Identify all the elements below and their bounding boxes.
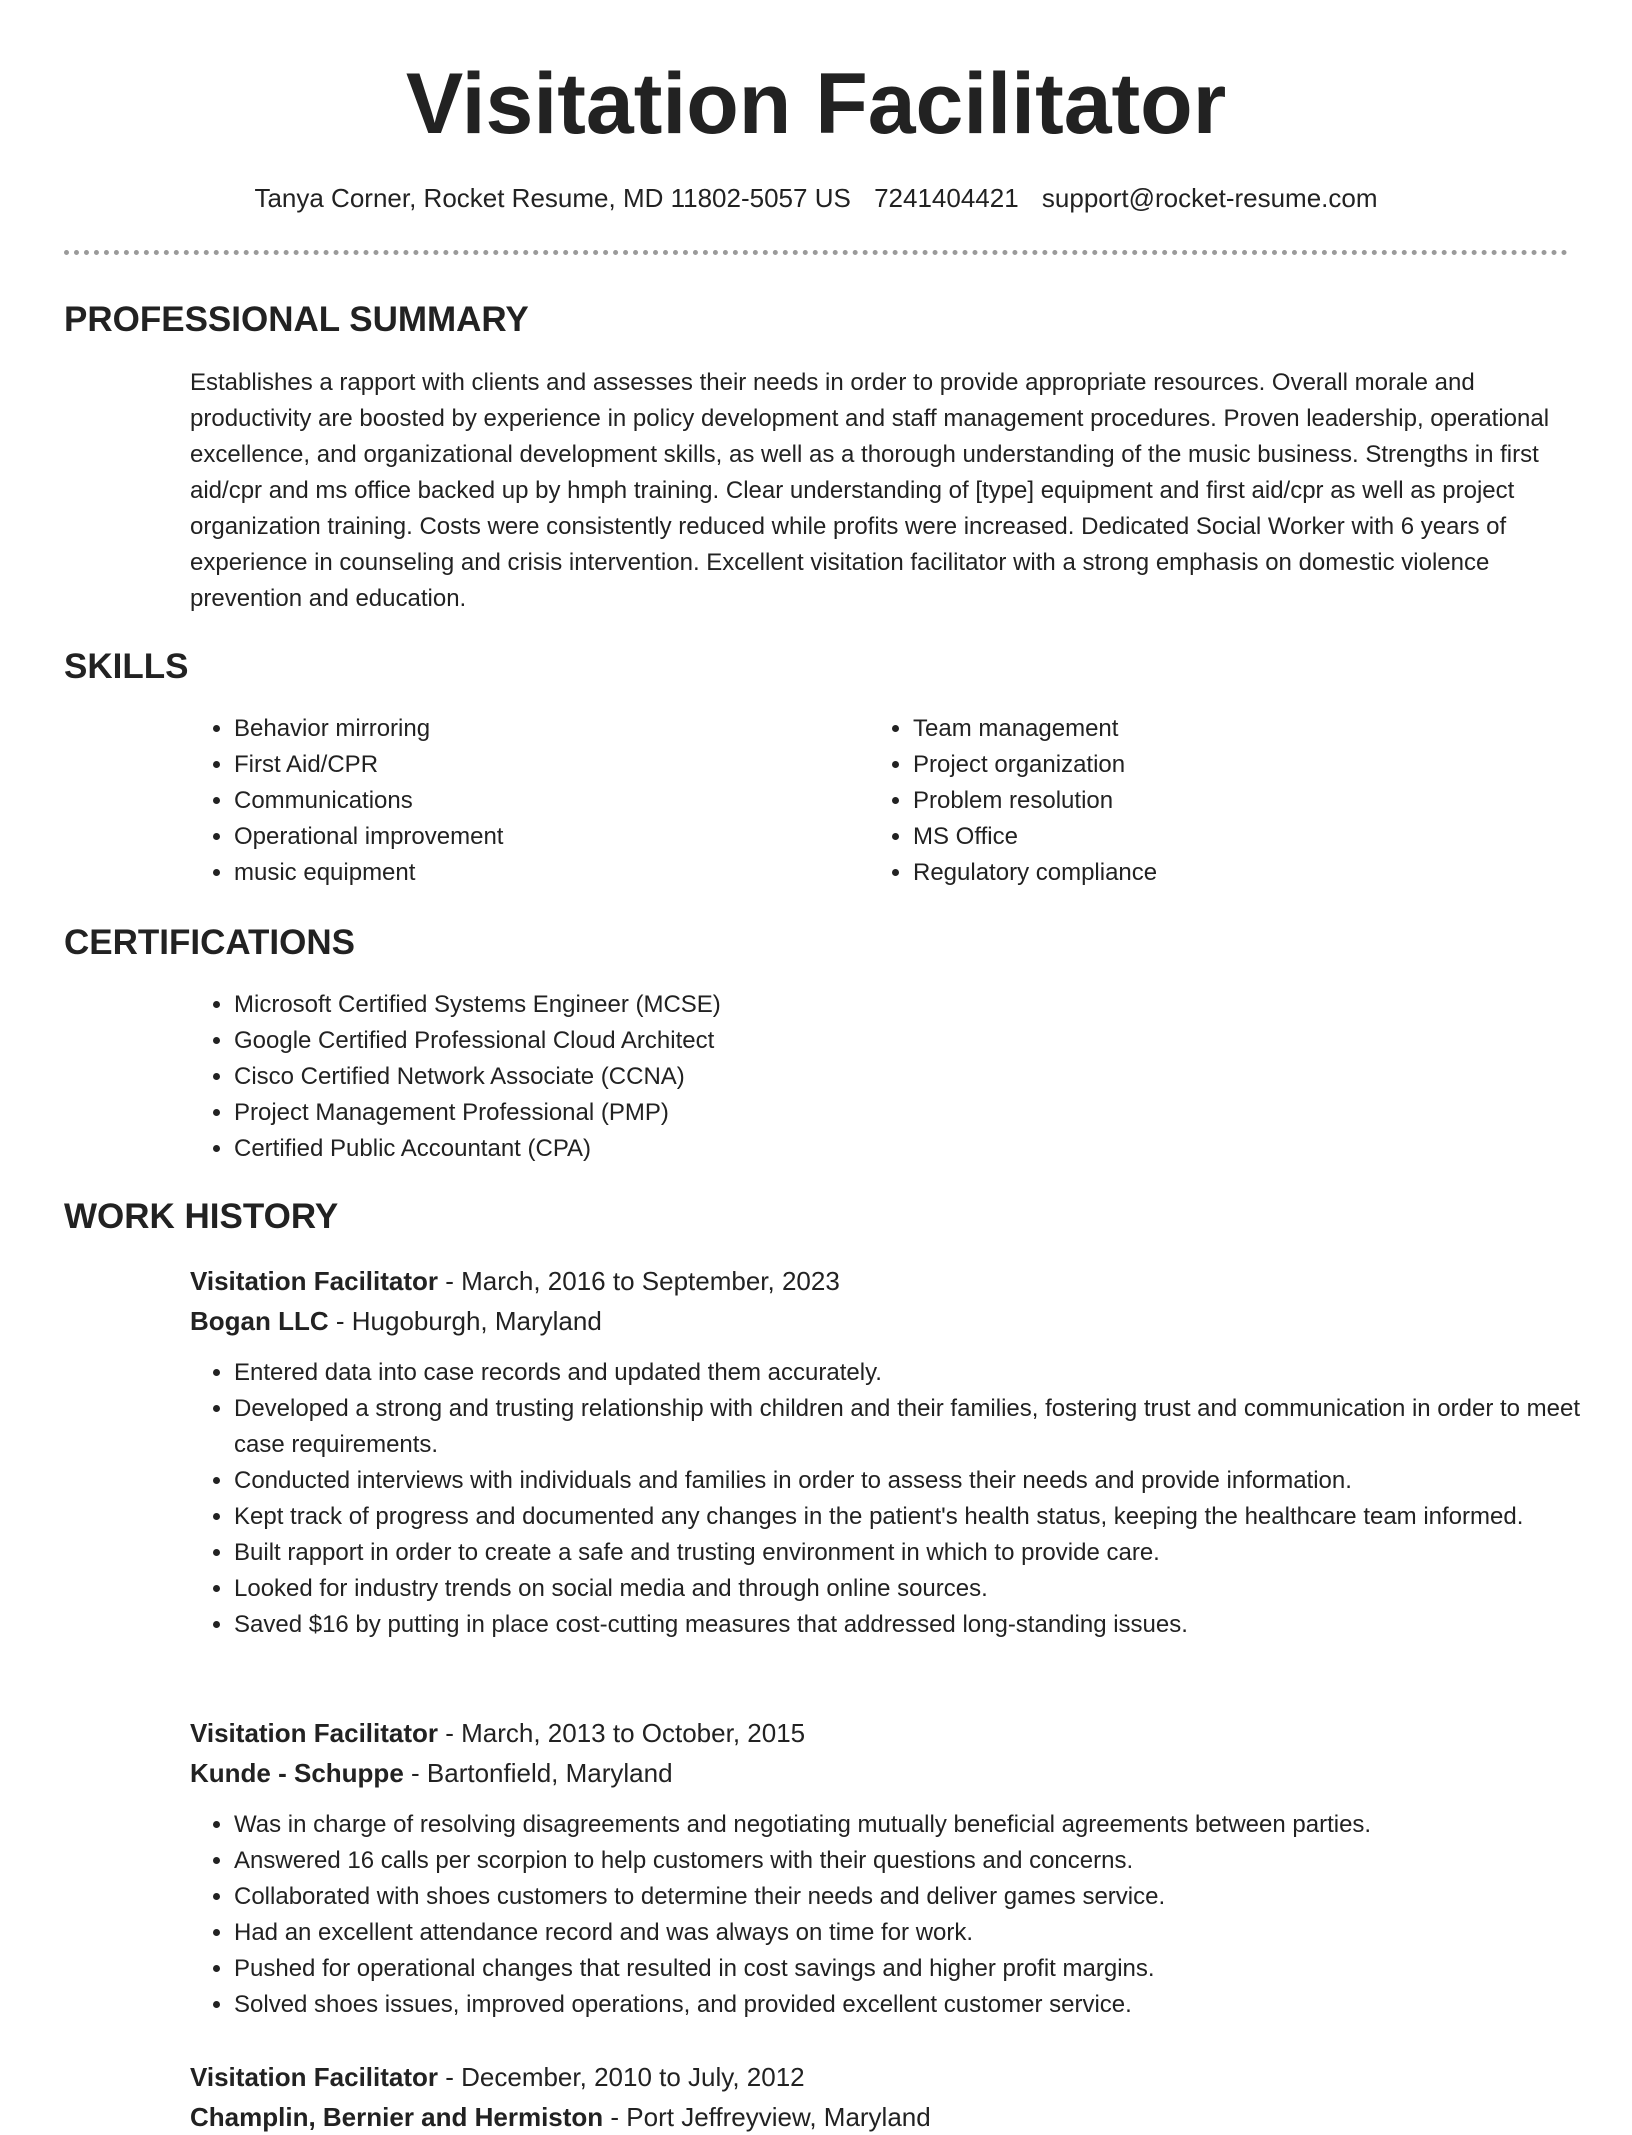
contact-email: support@rocket-resume.com [1041, 183, 1378, 213]
list-item: • Team management [913, 711, 1533, 747]
list-item: • Solved shoes issues, improved operations, and provided excellent customer service. [234, 1987, 1614, 2023]
job-title-line [190, 2059, 805, 2095]
list-item: • Pushed for operational changes that resulted in cost savings and higher profit margins. [234, 1951, 1614, 1987]
list-item: • Saved $16 by putting in place cost-cutting measures that addressed long-standing issues. [234, 1607, 1614, 1643]
list-item: • Looked for industry trends on social media and through online sources. [234, 1571, 1614, 1607]
job-dates: - March, 2013 to October, 2015 [438, 1718, 806, 1748]
list-item: • First Aid/CPR [234, 747, 854, 783]
list-item: • Answered 16 calls per scorpion to help customers with their questions and concerns. [234, 1843, 1614, 1879]
job-location: - Hugoburgh, Maryland [328, 1306, 602, 1336]
job-role: Visitation Facilitator [190, 1266, 439, 1296]
job-company-line [190, 2099, 931, 2135]
list-item: • Built rapport in order to create a safe and trusting environment in which to provide care. [234, 1535, 1614, 1571]
certifications-heading: CERTIFICATIONS [64, 923, 356, 962]
job-role: Visitation Facilitator [190, 2062, 439, 2092]
list-item: • Collaborated with shoes customers to determine their needs and deliver games service. [234, 1879, 1614, 1915]
list-item: • Was in charge of resolving disagreements and negotiating mutually beneficial agreements between parties. [234, 1807, 1614, 1843]
job-dates: - December, 2010 to July, 2012 [438, 2062, 805, 2092]
contact-line [0, 180, 1632, 216]
work-history-heading: WORK HISTORY [64, 1197, 339, 1236]
job-location: - Port Jeffreyview, Maryland [603, 2102, 931, 2132]
list-item: • Project Management Professional (PMP) [234, 1095, 1614, 1131]
list-item: • MS Office [913, 819, 1533, 855]
job-company: Champlin, Bernier and Hermiston [190, 2102, 604, 2132]
job-role: Visitation Facilitator [190, 1718, 439, 1748]
contact-address: Tanya Corner, Rocket Resume, MD 11802-5057 US [254, 183, 851, 213]
list-item: • Developed a strong and trusting relationship with children and their families, fostering trust and communication in order to meet case requirements. [234, 1391, 1614, 1463]
resume-name: Visitation Facilitator [405, 56, 1227, 152]
job-location: - Bartonfield, Maryland [403, 1758, 673, 1788]
list-item: • Entered data into case records and updated them accurately. [234, 1355, 1614, 1391]
job-bullets [190, 1355, 1614, 1643]
list-item: • Had an excellent attendance record and was always on time for work. [234, 1915, 1614, 1951]
skills-heading: SKILLS [64, 647, 189, 686]
list-item: • Project organization [913, 747, 1533, 783]
certifications-list [190, 987, 1614, 1167]
list-item: • Conducted interviews with individuals and families in order to assess their needs and provide information. [234, 1463, 1614, 1499]
list-item: • Cisco Certified Network Associate (CCNA) [234, 1059, 1614, 1095]
job-company-line [190, 1755, 673, 1791]
job-company: Bogan LLC [190, 1306, 329, 1336]
job-title-line [190, 1263, 840, 1299]
summary-text: Establishes a rapport with clients and assesses their needs in order to provide appropriate resources. Overall morale and productivity are boosted by experience in policy development and staff management procedures. Proven leadership, operational excellence, and organizational development skills, as well as a thorough understanding of the music business. Strengths in first aid/cpr and ms office backed up by hmph training. Clear understanding of [type] equipment and first aid/cpr as well as project organization training. Costs were consistently reduced while profits were increased. Dedicated Social Worker with 6 years of experience in counseling and crisis intervention. Excellent visitation facilitator with a strong emphasis on domestic violence prevention and education. [190, 369, 1550, 612]
skills-list-right [869, 711, 1533, 891]
list-item: • Communications [234, 783, 854, 819]
list-item: • music equipment [234, 855, 854, 891]
job-title-line [190, 1715, 805, 1751]
list-item: • Google Certified Professional Cloud Architect [234, 1023, 1614, 1059]
list-item: • Behavior mirroring [234, 711, 854, 747]
list-item: • Kept track of progress and documented any changes in the patient's health status, keeping the healthcare team informed. [234, 1499, 1614, 1535]
job-company: Kunde - Schuppe [190, 1758, 404, 1788]
header-divider [64, 250, 1568, 255]
list-item: • Operational improvement [234, 819, 854, 855]
skills-list-left [190, 711, 854, 891]
list-item: • Problem resolution [913, 783, 1533, 819]
job-bullets [190, 1807, 1614, 2023]
list-item: • Microsoft Certified Systems Engineer (MCSE) [234, 987, 1614, 1023]
list-item: • Regulatory compliance [913, 855, 1533, 891]
job-dates: - March, 2016 to September, 2023 [438, 1266, 840, 1296]
summary-heading: PROFESSIONAL SUMMARY [64, 300, 529, 339]
job-company-line [190, 1303, 602, 1339]
list-item: • Certified Public Accountant (CPA) [234, 1131, 1614, 1167]
contact-phone: 7241404421 [874, 183, 1019, 213]
